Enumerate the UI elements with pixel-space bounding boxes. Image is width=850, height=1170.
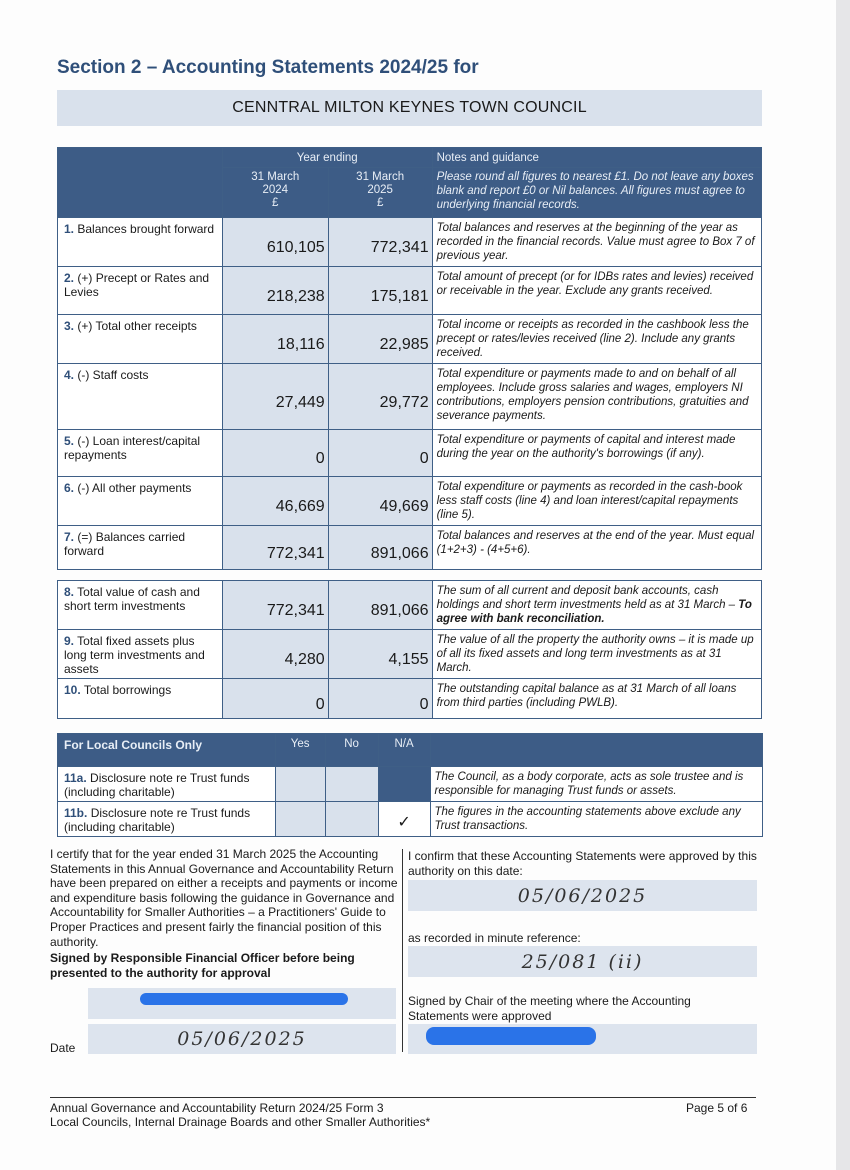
col-2025-line2: 2025	[367, 184, 393, 196]
value-2025[interactable]: 891,066	[328, 526, 432, 570]
row-label	[58, 477, 223, 526]
row-label-text: (-) All other payments	[77, 481, 192, 495]
row-number: 8.	[64, 585, 75, 599]
no-box[interactable]	[325, 802, 378, 837]
row-number: 4.	[64, 368, 75, 382]
row-number: 2.	[64, 271, 75, 285]
row-note	[432, 630, 761, 679]
row-label	[58, 679, 223, 719]
value-2025[interactable]: 4,155	[328, 630, 432, 679]
value-2024[interactable]: 218,238	[222, 267, 328, 315]
footer-text	[50, 1101, 430, 1129]
statement-row	[58, 267, 762, 315]
row-note: Total balances and reserves at the end of the year. Must equal (1+2+3) - (4+5+6).	[432, 526, 761, 570]
notes-header: Notes and guidance	[432, 148, 761, 168]
trust-row	[58, 767, 763, 802]
approval-date-field[interactable]	[408, 880, 757, 911]
row-label-text: Total value of cash and short term investments	[64, 585, 200, 613]
row-label-text: (-) Loan interest/capital repayments	[64, 434, 201, 462]
col-2024-line2: 2024	[262, 184, 289, 196]
row-note: Total income or receipts as recorded in the cashbook less the precept or rates/levies received (line 2). Include any grants received.	[432, 315, 761, 364]
footer-line-2: Local Councils, Internal Drainage Boards and other Smaller Authorities*	[50, 1115, 431, 1129]
row-label	[58, 364, 223, 430]
assets-table	[57, 580, 762, 719]
row-label-text: (+) Total other receipts	[77, 319, 197, 333]
row-note: Total expenditure or payments as recorded in the cash-book less staff costs (line 4) and loan interest/capital repayments (line 5).	[432, 477, 761, 526]
chair-signed-label: Signed by Chair of the meeting where the Accounting Statements were approved	[408, 994, 691, 1023]
col-2024-header	[222, 168, 328, 218]
value-2024[interactable]: 4,280	[222, 630, 328, 679]
statement-row	[58, 218, 762, 267]
notes-intro: Please round all figures to nearest £1. Do not leave any boxes blank and report £0 or Nil balances. All figures must agree to underlying financial records.	[432, 168, 761, 218]
yes-box[interactable]	[275, 802, 325, 837]
value-2025[interactable]: 49,669	[328, 477, 432, 526]
value-2025[interactable]: 29,772	[328, 364, 432, 430]
row-number: 6.	[64, 481, 75, 495]
row-number: 5.	[64, 434, 75, 448]
row-note: The figures in the accounting statements above exclude any Trust transactions.	[430, 802, 763, 837]
row-label	[58, 267, 223, 315]
certification-block	[50, 847, 400, 980]
row-label-text: Total borrowings	[83, 683, 172, 697]
minute-label: as recorded in minute reference:	[408, 931, 581, 945]
row-note: Total expenditure or payments of capital and interest made during the year on the authority's borrowings (if any).	[432, 430, 761, 477]
row-number: 10.	[64, 683, 81, 697]
section-title: Section 2 – Accounting Statements 2024/25 for	[57, 57, 479, 78]
value-2024[interactable]: 610,105	[222, 218, 328, 267]
council-name: CENNTRAL MILTON KEYNES TOWN COUNCIL	[232, 99, 587, 116]
na-box[interactable]: ✓	[378, 802, 430, 837]
row-label-text: (+) Precept or Rates and Levies	[64, 271, 210, 299]
value-2024[interactable]: 772,341	[222, 581, 328, 630]
local-councils-table	[57, 733, 763, 837]
row-label-text: Total fixed assets plus long term investments and assets	[64, 634, 205, 676]
minute-reference-value: 25/081 (ii)	[521, 950, 644, 973]
row-number: 7.	[64, 530, 75, 544]
footer-rule	[50, 1097, 756, 1098]
value-2025[interactable]: 175,181	[328, 267, 432, 315]
row-label	[58, 430, 223, 477]
value-2024[interactable]: 46,669	[222, 477, 328, 526]
row-note-bold: To agree with bank reconciliation.	[436, 599, 752, 625]
chair-signature-redaction	[426, 1027, 596, 1045]
row-note: Total expenditure or payments made to and on behalf of all employees. Include gross salaries and wages, employers NI contributions, employers pension contributions, gratuities and severance payments.	[432, 364, 761, 430]
yes-box[interactable]	[275, 767, 325, 802]
row-note: Total amount of precept (or for IDBs rates and levies) received or receivable in the year. Exclude any grants received.	[432, 267, 761, 315]
row-note: Total balances and reserves at the beginning of the year as recorded in the financial records. Value must agree to Box 7 of previous year.	[432, 218, 761, 267]
trust-row	[58, 802, 763, 837]
value-2024[interactable]: 27,449	[222, 364, 328, 430]
local-councils-header: For Local Councils Only	[58, 734, 276, 767]
statement-row	[58, 477, 762, 526]
value-2024[interactable]: 772,341	[222, 526, 328, 570]
row-number: 3.	[64, 319, 75, 333]
row-label-text: Balances brought forward	[77, 222, 215, 236]
confirm-text: I confirm that these Accounting Statements were approved by this authority on this date:	[408, 849, 757, 878]
approval-date-value: 05/06/2025	[517, 884, 648, 907]
row-label	[58, 802, 276, 837]
value-2024[interactable]: 18,116	[222, 315, 328, 364]
row-label	[58, 218, 223, 267]
row-note-text: The sum of all current and deposit bank accounts, cash holdings and short term investments held as at 31 March –	[436, 585, 736, 611]
value-2024[interactable]: 0	[222, 430, 328, 477]
row-note-text: The outstanding capital balance as at 31 March of all loans from third parties (including PWLB).	[436, 683, 737, 709]
footer-line-1: Annual Governance and Accountability Return 2024/25 Form 3	[50, 1101, 384, 1115]
page-number: Page 5 of 6	[686, 1101, 748, 1115]
yes-header: Yes	[275, 734, 325, 767]
rfo-signature-redaction	[140, 993, 348, 1005]
statement-row	[58, 364, 762, 430]
col-2024-line1: 31 March	[251, 171, 300, 183]
rfo-date-value: 05/06/2025	[177, 1028, 307, 1050]
row-label	[58, 526, 223, 570]
value-2025[interactable]: 0	[328, 679, 432, 719]
col-2025-line1: 31 March	[356, 171, 405, 183]
row-label-text: Disclosure note re Trust funds (including charitable)	[64, 806, 251, 834]
row-note	[432, 581, 761, 630]
na-header: N/A	[378, 734, 430, 767]
row-note-text: The value of all the property the authority owns – it is made up of all its fixed assets and long term investments as at 31 March.	[436, 634, 754, 674]
year-ending-header: Year ending	[222, 148, 432, 168]
no-box[interactable]	[325, 767, 378, 802]
row-label	[58, 581, 223, 630]
row-number: 11b.	[64, 806, 88, 820]
divider	[402, 849, 403, 1052]
row-label	[58, 630, 223, 679]
statement-row	[58, 526, 762, 570]
row-label	[58, 315, 223, 364]
asset-row	[58, 630, 762, 679]
row-label	[58, 767, 276, 802]
row-label-text: (-) Staff costs	[77, 368, 149, 382]
statement-row	[58, 315, 762, 364]
no-header: No	[325, 734, 378, 767]
asset-row	[58, 679, 762, 719]
value-2024[interactable]: 0	[222, 679, 328, 719]
value-2025[interactable]: 891,066	[328, 581, 432, 630]
row-label-text: Disclosure note re Trust funds (including charitable)	[64, 771, 250, 799]
value-2025[interactable]: 22,985	[328, 315, 432, 364]
council-name-field	[57, 90, 762, 126]
row-number: 1.	[64, 222, 75, 236]
row-note	[432, 679, 761, 719]
row-label-text: (=) Balances carried forward	[64, 530, 186, 558]
value-2025[interactable]: 772,341	[328, 218, 432, 267]
accounting-statements-table	[57, 147, 762, 570]
statement-row	[58, 430, 762, 477]
date-label: Date	[50, 1041, 76, 1055]
na-box[interactable]	[378, 767, 430, 802]
certify-text: I certify that for the year ended 31 March 2025 the Accounting Statements in this Annual Governance and Accountability Return have been prepared on either a receipts and payments or income and expenditure basis following the guidance in Governance and Accountability for Smaller Authorities – a Practitioners' Guide to Proper Practices and present fairly the financial position of this authority.	[50, 847, 398, 949]
asset-row	[58, 581, 762, 630]
rfo-date-field[interactable]	[88, 1024, 396, 1054]
confirmation-block	[408, 849, 758, 878]
col-2025-header	[328, 168, 432, 218]
row-number: 9.	[64, 634, 75, 648]
local-notes-header	[430, 734, 763, 767]
row-note: The Council, as a body corporate, acts as sole trustee and is responsible for managing Trust funds or assets.	[430, 767, 763, 802]
col-2025-line3: £	[376, 197, 384, 209]
value-2025[interactable]: 0	[328, 430, 432, 477]
rfo-signed-label: Signed by Responsible Financial Officer before being presented to the authority for approval	[50, 951, 355, 980]
minute-reference-field[interactable]	[408, 946, 757, 977]
blank-header	[58, 148, 223, 218]
row-number: 11a.	[64, 771, 87, 785]
col-2024-line3: £	[272, 197, 279, 209]
